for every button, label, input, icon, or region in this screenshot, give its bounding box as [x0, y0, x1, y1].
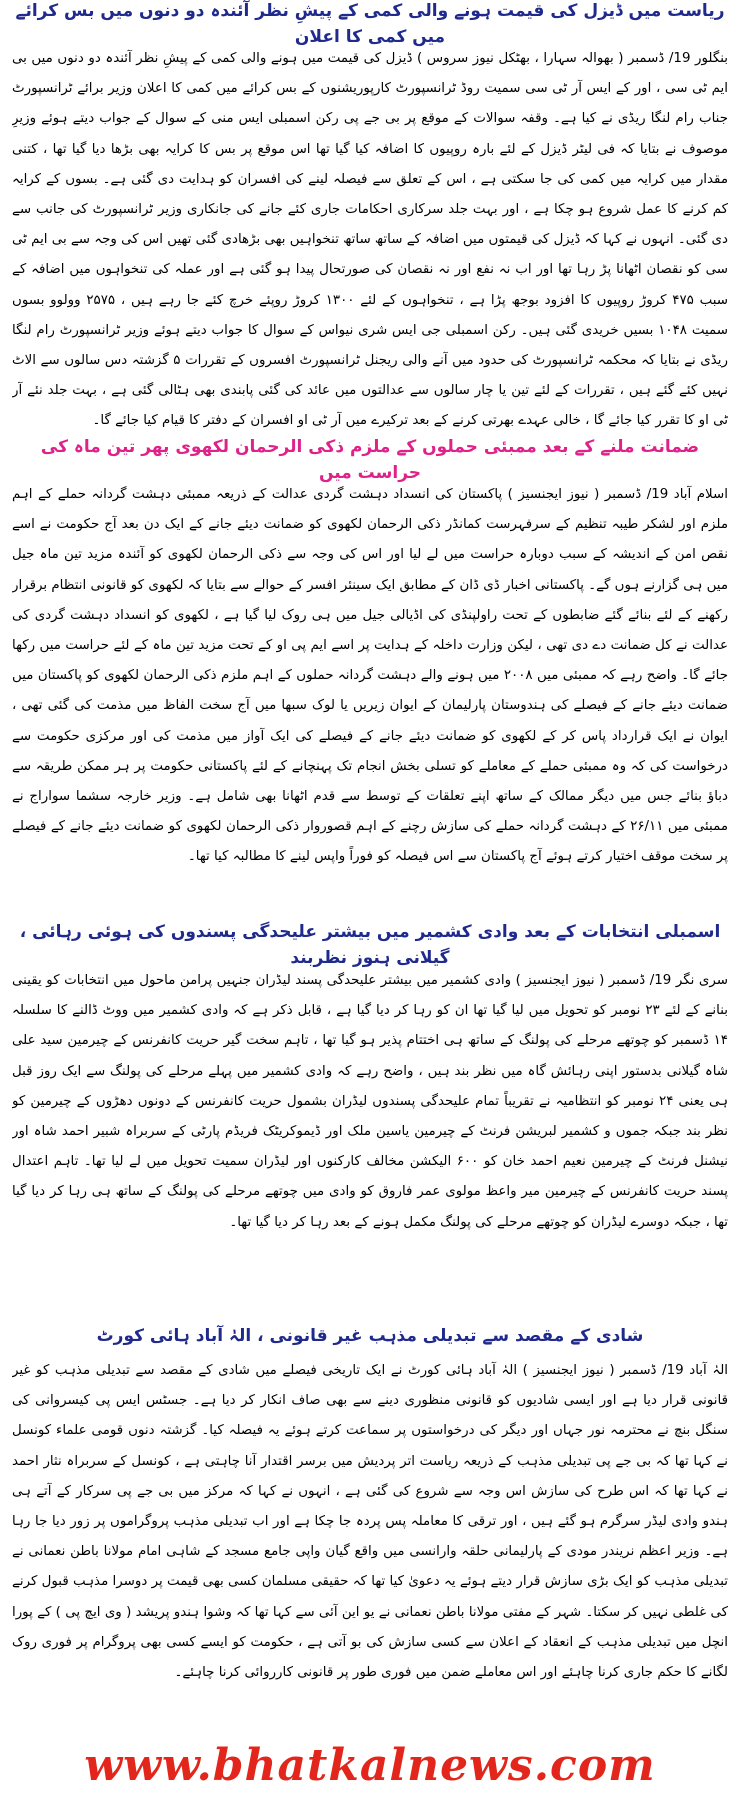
- article-4-headline: شادی کے مقصد سے تبدیلی مذہب غیر قانونی ، الہٰ آباد ہائی کورٹ: [96, 1326, 644, 1346]
- article-4: [12, 1356, 728, 1716]
- article-3-headline-wrap: [12, 924, 728, 966]
- article-3-body: سری نگر 19/ ڈسمبر ( نیوز ایجنسیز ) وادی کشمیر میں بیشتر علیحدگی پسند لیڈران جنہیں پرامن ماحول میں انتخابات کو یقینی بنانے کے لئے ۲۳ نومبر کو تحویل میں لیا گیا تھا ان کو رہا کر دیا گیا ہے ، قابل ذکر ہے کہ وادی کشمیر میں ووٹ ڈالنے کا سلسلہ ۱۴ ڈسمبر کو چوتھے مرحلے کی پولنگ کے ساتھ ہی اختتام پذیر ہو گیا تھا ، تاہم سخت گیر حریت کانفرنس کے چیرمین سید علی شاہ گیلانی بدستور اپنی رہائش گاہ میں نظر بند ہیں ، واضح رہے کہ وادی کشمیر میں پہلے مرحلے کی پولنگ سے ایک روز قبل ہی یعنی ۲۴ نومبر کو انتظامیہ نے تقریباً تمام علیحدگی پسندوں لیڈران بشمول حریت کانفرنس کے دونوں دھڑوں کے چیرمین کو نظر بند جبکہ جموں و کشمیر لبریشن فرنٹ کے چیرمین یاسین ملک اور ڈیموکریٹک فریڈم پارٹی کے سربراہ شبیر احمد شاہ اور نیشنل فرنٹ کے چیرمین نعیم احمد خان کو ۶۰۰ الیکشن مخالف کارکنوں اور لیڈران سمیت تحویل میں لے لیا تھا۔ تاہم اعتدال پسند حریت کانفرنس کے چیرمین میر واعظ مولوی عمر فاروق کو وادی میں چوتھے مرحلے کی پولنگ کے ساتھ ہی رہا کر دیا گیا تھا ، جبکہ دوسرے لیڈران کو چوتھے مرحلے کی پولنگ مکمل ہونے کے بعد رہا کر دیا گیا تھا۔: [12, 973, 728, 1230]
- article-4-body: الہٰ آباد 19/ ڈسمبر ( نیوز ایجنسیز ) الہٰ آباد ہائی کورٹ نے ایک تاریخی فیصلے میں شادی کے مقصد سے تبدیلی مذہب کو غیر قانونی قرار دیا ہے اور ایسی شادیوں کو قانونی منظوری دینے سے بھی صاف انکار کر دیا ہے۔ جسٹس ایس پی کیسروانی کی سنگل بنچ نے محترمہ نور جہاں اور دیگر کی درخواستوں پر سماعت کرتے ہوئے یہ فیصلہ کیا۔ گزشتہ دنوں قومی علماء کونسل نے کہا تھا کہ بی جے پی تبدیلی مذہب کے ذریعہ ریاست اتر پردیش میں برسر اقتدار آنا چاہتی ہے ، کونسل کے سربراہ نثار احمد نے کہا تھا کہ اس طرح کی سازش اس وجہ سے شروع کی گئی ہے ، انہوں نے کہا کہ مرکز میں بی جے پی سرکار کے آتے ہی ہندو وادی لیڈر سرگرم ہو گئے ہیں ، اور ترقی کا معاملہ پس پردہ جا چکا ہے اور اب تبدیلی مذہب پروگراموں پر زور دیا جا رہا ہے۔ وزیر اعظم نریندر مودی کے پارلیمانی حلقہ وارانسی میں واقع گیان واپی جامع مسجد کے شاہی امام مولانا باطن نعمانی نے تبدیلی مذہب کو ایک بڑی سازش قرار دیتے ہوئے یہ دعویٰ کیا تھا کہ حقیقی مسلمان کسی بھی قیمت پر دوسرا مذہب قبول کرنے کی غلطی نہیں کر سکتا۔ شہر کے مفتی مولانا باطن نعمانی نے یو این آئی سے کہا تھا کہ وشوا ہندو پریشد ( وی ایچ پی ) کے پورا انچل میں تبدیلی مذہب کے انعقاد کے اعلان سے کسی سازش کی بو آتی ہے ، حکومت کو ایسے کسی بھی پروگرام پر فوری روک لگانے کا حکم جاری کرنا چاہئے اور اس معاملے ضمن میں فوری طور پر قانونی کارروائی کرنا چاہئے۔: [12, 1363, 728, 1681]
- article-1: [12, 44, 728, 434]
- article-2-headline: ضمانت ملنے کے بعد ممبئی حملوں کے ملزم ذکی الرحمان لکھوی پھر تین ماہ کی حراست میں: [40, 437, 700, 483]
- website-footer-link[interactable]: www.bhatkalnews.com: [84, 1740, 656, 1791]
- article-4-headline-wrap: [12, 1316, 728, 1356]
- article-1-headline: ریاست میں ڈیزل کی قیمت ہونے والی کمی کے پیشِ نظر آئندہ دو دنوں میں بس کرائے میں کمی کا اعلان: [15, 1, 725, 47]
- article-2-body: اسلام آباد 19/ ڈسمبر ( نیوز ایجنسیز ) پاکستان کی انسداد دہشت گردی عدالت کے ذریعہ ممبئی دہشت گردانہ حملے کے اہم ملزم اور لشکر طیبہ تنظیم کے سرفہرست کمانڈر ذکی الرحمان لکھوی کو ضمانت دیئے جانے کے ایک دن بعد آج حکومت نے اسے نقص امن کے اندیشہ کے سبب دوبارہ حراست میں لے لیا اور اس کی وجہ سے ذکی الرحمان لکھوی کو آئندہ مزید تین ماہ جیل میں ہی گزارنے ہوں گے۔ پاکستانی اخبار ڈی ڈان کے مطابق ایک سینئر افسر کے حوالے سے بتایا کہ لکھوی کو قانونی انتظام برقرار رکھنے کے لئے بنائے گئے ضابطوں کے تحت راولپنڈی کی اڈیالی جیل میں ہی روک لیا گیا ہے ، لکھوی کو انسداد دہشت گردی کی عدالت نے کل ضمانت دے دی تھی ، لیکن وزارت داخلہ کے ہدایت پر اسے ایم پی او کے تحت مزید تین ماہ کے لئے حراست میں رکھا جائے گا۔ واضح رہے کہ ممبئی میں ۲۰۰۸ میں ہونے والے دہشت گردانہ حملوں کے اہم ملزم ذکی الرحمان لکھوی کو پاکستان میں ضمانت دیئے جانے کے فیصلے کی ہندوستان پارلیمان کے ایوان زیریں یا لوک سبھا میں آج سخت الفاظ میں مذمت کی گئی تھی ، ایوان نے ایک قرارداد پاس کر کے لکھوی کو ضمانت دیئے جانے کے فیصلے کی ایک آواز میں مذمت کی اور مرکزی حکومت سے درخواست کی کہ وہ ممبئی حملے کے معاملے کو تسلی بخش انجام تک پہنچانے کے لئے پاکستانی حکومت پر ہر ممکن طریقہ سے دباؤ بنائے جس میں دیگر ممالک کے ساتھ اپنے تعلقات کے توسط سے قدم اٹھانا بھی شامل ہے۔ وزیر خارجہ سشما سواراج نے ممبئی میں ۲۶/۱۱ کے دہشت گردانہ حملے کی سازش رچنے کے اہم قصوروار ذکی الرحمان لکھوی کو ضمانت دیئے جانے کے فیصلے پر سخت موقف اختیار کرتے ہوئے آج پاکستان سے اس فیصلہ کو فوراً واپس لینے کا مطالبہ کیا تھا۔: [12, 487, 728, 865]
- article-3-headline: اسمبلی انتخابات کے بعد وادی کشمیر میں بیشتر علیحدگی پسندوں کی ہوئی رہائی ، گیلانی ہنوز نظربند: [19, 922, 721, 968]
- article-1-body: بنگلور 19/ ڈسمبر ( بھوالہ سہارا ، بھٹکل نیوز سروس ) ڈیزل کی قیمت میں ہونے والی کمی کے پیشِ نظر آئندہ دو دنوں میں بی ایم ٹی سی ، اور کے ایس آر ٹی سی سمیت روڈ ٹرانسپورٹ کارپوریشنوں کے بس کرائے میں کمی کا اعلان وزیر برائے ٹرانسپورٹ جناب رام لنگا ریڈی نے کیا ہے۔ وقفہ سوالات کے موقع پر بی جے پی رکن اسمبلی ایس منی کے سوال کے جواب دیتے ہوئے وزیرِ موصوف نے بتایا کہ فی لیٹر ڈیزل کے لئے بارہ روپیوں کا اضافہ کیا گیا تھا اس موقع پر بس کا کرایہ بھی بڑھا دیا گیا تھا ، کتنی مقدار میں کرایہ میں کمی کی جا سکتی ہے ، اس کے تعلق سے فیصلہ لینے کی افسران کو ہدایت دی گئی ہے۔ بسوں کے کرایہ کم کرنے کا عمل شروع ہو چکا ہے ، اور بہت جلد سرکاری احکامات جاری کئے جانے کی جانکاری وزیر ٹرانسپورٹ کی جانب سے دی گئی۔ انہوں نے کہا کہ ڈیزل کی قیمتوں میں اضافہ کے ساتھ ساتھ تنخواہیں بھی بڑھادی گئی تھیں اس کی وجہ سے بی ایم ٹی سی کو نقصان اٹھانا پڑ رہا تھا اور اب نہ نفع اور نہ نقصان کی صورتحال پیدا ہو گئی ہے اور عملہ کی تنخواہوں میں اضافہ کے سبب ۴۷۵ کروڑ روپیوں کا افزود بوجھ پڑا ہے ، تنخواہوں کے لئے ۱۳۰۰ کروڑ روپئے خرچ کئے جا رہے ہیں ، ۲۵۷۵ وولوو بسوں سمیت ۱۰۴۸ بسیں خریدی گئی ہیں۔ رکن اسمبلی جی ایس شری نیواس کے سوال کا جواب دیتے ہوئے وزیر ٹرانسپورٹ رام لنگا ریڈی نے بتایا کہ محکمہ ٹرانسپورٹ کی حدود میں آنے والی ریجنل ٹرانسپورٹ افسروں کے تقررات ۵ گزشتہ دس سالوں سے الاٹ نہیں کئے گئے ہیں ، تقررات کے لئے تین یا چار سالوں سے عدالتوں میں عائد کی گئی پابندی بھی ہٹالی گئی ہے ، بہت جلد نئے آر ٹی او کا تقرر کیا جائے گا ، خالی عہدے بھرتی کرنے کے بعد ترکیرے میں آر ٹی او افسران کے دفتر کا قیام کیا جائے گا۔: [12, 51, 728, 429]
- article-1-headline-wrap: [12, 1, 728, 47]
- article-3: [12, 966, 728, 1312]
- article-2: [12, 480, 728, 920]
- article-2-headline-wrap: [12, 437, 728, 483]
